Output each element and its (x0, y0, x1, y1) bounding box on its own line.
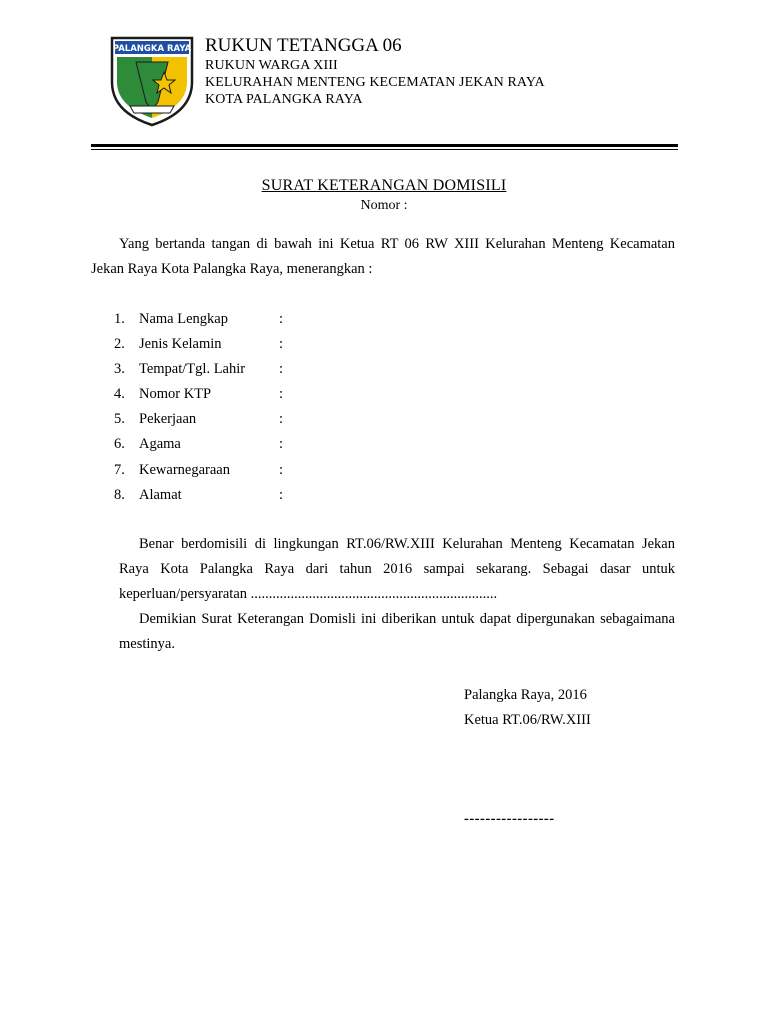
field-label: Tempat/Tgl. Lahir (139, 361, 246, 378)
field-number: 8. (114, 486, 125, 503)
field-number: 7. (114, 461, 125, 478)
closing-paragraph: Demikian Surat Keterangan Domisli ini diberikan untuk dapat dipergunakan sebagaimana mestinya. (119, 611, 675, 652)
org-title: RUKUN TETANGGA 06 (205, 35, 402, 56)
field-row-nomor-ktp (114, 382, 414, 407)
field-number: 4. (114, 386, 125, 403)
field-label: Nomor KTP (139, 386, 212, 403)
domicile-statement-paragraph: Benar berdomisili di lingkungan RT.06/RW.XIII Kelurahan Menteng Kecamatan Jekan Raya Kota Palangka Raya dari tahun 2016 sampai sekarang. Sebagai dasar untuk keperluan/persyaratan .................................................................... (119, 536, 675, 602)
field-colon: : (279, 461, 284, 478)
field-number: 2. (114, 336, 125, 353)
field-label: Kewarnegaraan (139, 461, 230, 478)
emblem-label: PALANGKA RAYA (112, 44, 192, 54)
field-number: 3. (114, 361, 125, 378)
field-colon: : (279, 336, 284, 353)
field-colon: : (279, 486, 284, 503)
field-number: 1. (114, 311, 125, 327)
field-row-tempat-tgl-lahir (114, 357, 414, 382)
intro-paragraph: Yang bertanda tangan di bawah ini Ketua RT 06 RW XIII Kelurahan Menteng Kecamatan Jekan Raya Kota Palangka Raya, menerangkan : (91, 236, 675, 277)
field-row-pekerjaan (114, 407, 414, 432)
field-number: 5. (114, 411, 125, 428)
field-label: Agama (139, 436, 181, 453)
field-colon: : (279, 411, 284, 428)
field-label: Nama Lengkap (139, 311, 228, 327)
org-subtitle-rw: RUKUN WARGA XIII (205, 58, 338, 73)
field-row-nama (114, 307, 414, 332)
signature-name-placeholder: ----------------- (464, 811, 555, 827)
document-number: Nomor : (360, 198, 408, 213)
field-colon: : (279, 311, 284, 327)
field-row-agama (114, 432, 414, 457)
field-colon: : (279, 386, 284, 403)
field-label: Jenis Kelamin (139, 336, 222, 353)
signature-place-date: Palangka Raya, 2016 (464, 687, 587, 703)
field-colon: : (279, 436, 284, 453)
org-subtitle-kelurahan: KELURAHAN MENTENG KECEMATAN JEKAN RAYA (205, 75, 545, 90)
letterhead-divider-thin (91, 149, 678, 150)
field-row-alamat (114, 483, 414, 508)
field-label: Alamat (139, 486, 182, 503)
org-subtitle-kota: KOTA PALANGKA RAYA (205, 92, 363, 107)
document-title: SURAT KETERANGAN DOMISILI (261, 177, 507, 194)
letterhead-divider-thick (91, 144, 678, 147)
palangka-raya-emblem-icon (108, 32, 196, 128)
field-row-jenis-kelamin (114, 332, 414, 357)
field-number: 6. (114, 436, 125, 453)
identity-fields-list (114, 307, 414, 508)
field-label: Pekerjaan (139, 411, 197, 428)
field-colon: : (279, 361, 284, 378)
signature-role: Ketua RT.06/RW.XIII (464, 712, 591, 728)
field-row-kewarnegaraan (114, 458, 414, 483)
